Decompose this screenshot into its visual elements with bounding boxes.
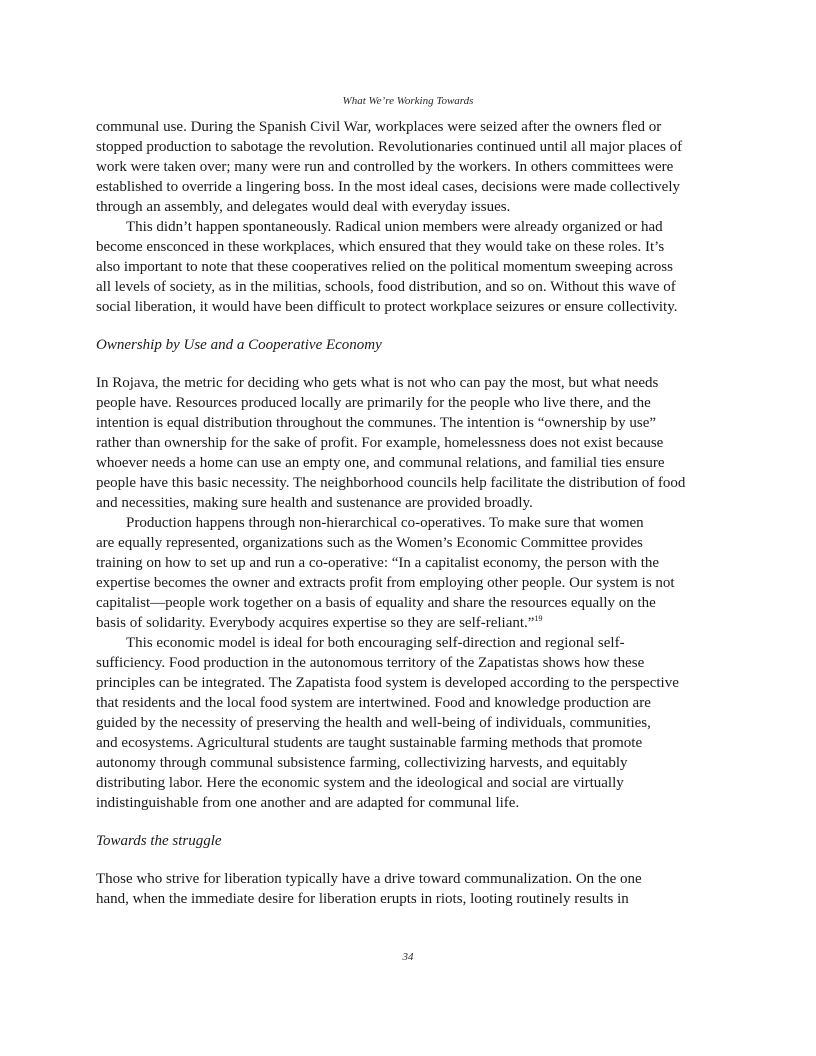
paragraph-spontaneity [96, 217, 724, 317]
text-line: sufficiency. Food production in the autonomous territory of the Zapatistas shows how these [96, 655, 645, 671]
text-line: Those who strive for liberation typically have a drive toward communalization. On the one [96, 871, 642, 887]
section-heading-ownership: Ownership by Use and a Cooperative Economy [96, 337, 382, 353]
text-line: become ensconced in these workplaces, which ensured that they would take on these roles. It’s [96, 239, 665, 255]
text-line: Production happens through non-hierarchical co-operatives. To make sure that women [126, 515, 644, 531]
paragraph-zapatistas [96, 633, 724, 813]
text-line [96, 613, 724, 633]
page-number: 34 [402, 951, 414, 963]
text-line: indistinguishable from one another and are adapted for communal life. [96, 795, 520, 811]
running-head: What We’re Working Towards [342, 95, 474, 107]
text-line: This didn’t happen spontaneously. Radical union members were already organized or had [126, 219, 663, 235]
text-line: training on how to set up and run a co-operative: “In a capitalist economy, the person with the [96, 555, 660, 571]
text-line: expertise becomes the owner and extracts profit from employing other people. Our system is not [96, 575, 675, 591]
text-line: people have this basic necessity. The neighborhood councils help facilitate the distribution of food [96, 475, 686, 491]
text-line: work were taken over; many were run and controlled by the workers. In others committees were [96, 159, 674, 175]
footnote-marker[interactable]: 19 [534, 614, 543, 623]
text-line: In Rojava, the metric for deciding who gets what is not who can pay the most, but what needs [96, 375, 659, 391]
paragraph-rojava [96, 373, 724, 513]
paragraph-liberation [96, 869, 724, 909]
paragraph-spanish-civil-war [96, 117, 724, 217]
text-line: hand, when the immediate desire for liberation erupts in riots, looting routinely results in [96, 891, 629, 907]
text-line: rather than ownership for the sake of profit. For example, homelessness does not exist because [96, 435, 664, 451]
text-line: principles can be integrated. The Zapatista food system is developed according to the perspective [96, 675, 679, 691]
text-line: and necessities, making sure health and sustenance are provided broadly. [96, 495, 533, 511]
text-line: distributing labor. Here the economic system and the ideological and social are virtually [96, 775, 624, 791]
text-line: that residents and the local food system are intertwined. Food and knowledge production are [96, 695, 651, 711]
text-line: stopped production to sabotage the revolution. Revolutionaries continued until all major places of [96, 139, 683, 155]
text-line: people have. Resources produced locally are primarily for the people who live there, and the [96, 395, 651, 411]
text-line: autonomy through communal subsistence farming, collectivizing harvests, and equitably [96, 755, 628, 771]
text-line: communal use. During the Spanish Civil War, workplaces were seized after the owners fled or [96, 119, 662, 135]
paragraph-cooperatives [96, 513, 724, 633]
text-line: also important to note that these cooperatives relied on the political momentum sweeping across [96, 259, 673, 275]
text-line: established to override a lingering boss. In the most ideal cases, decisions were made collectively [96, 179, 680, 195]
text-line-content: basis of solidarity. Everybody acquires expertise so they are self-reliant.” [96, 615, 535, 631]
text-line: are equally represented, organizations such as the Women’s Economic Committee provides [96, 535, 643, 551]
section-heading-struggle: Towards the struggle [96, 833, 222, 849]
text-line: all levels of society, as in the militias, schools, food distribution, and so on. Without this wave of [96, 279, 676, 295]
text-line: guided by the necessity of preserving the health and well-being of individuals, communities, [96, 715, 651, 731]
text-line: whoever needs a home can use an empty one, and communal relations, and familial ties ensure [96, 455, 665, 471]
text-line: This economic model is ideal for both encouraging self-direction and regional self- [126, 635, 625, 651]
text-line: capitalist—people work together on a basis of equality and share the resources equally on the [96, 595, 656, 611]
text-line: social liberation, it would have been difficult to protect workplace seizures or ensure collectivity. [96, 299, 678, 315]
text-line: intention is equal distribution throughout the communes. The intention is “ownership by use” [96, 415, 657, 431]
text-line: through an assembly, and delegates would deal with everyday issues. [96, 199, 511, 215]
text-line: and ecosystems. Agricultural students are taught sustainable farming methods that promote [96, 735, 643, 751]
body-text [96, 117, 724, 909]
